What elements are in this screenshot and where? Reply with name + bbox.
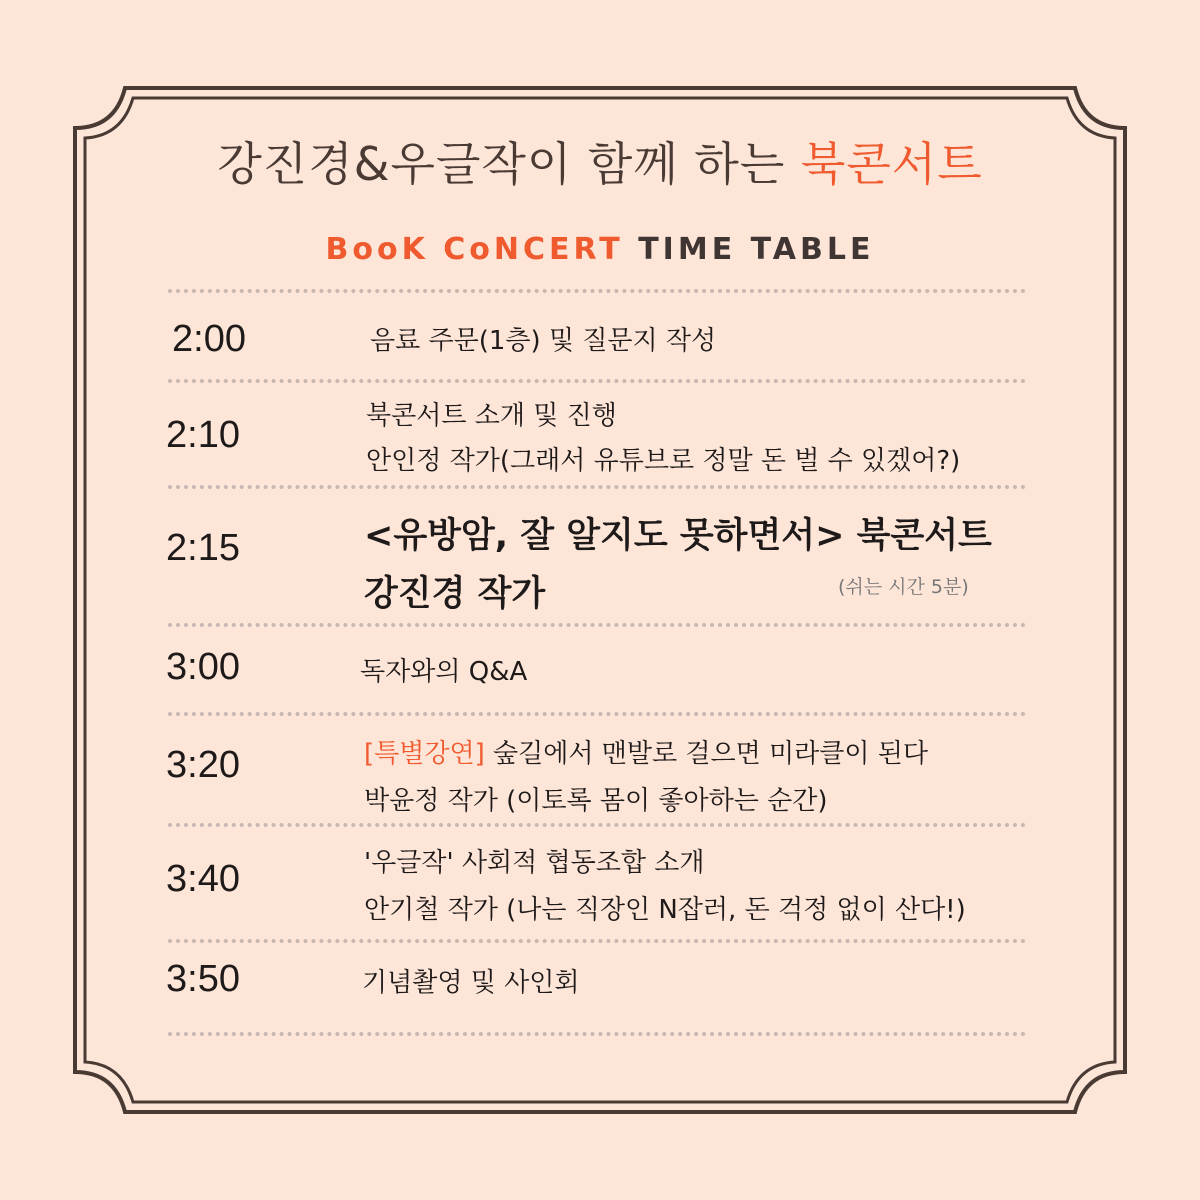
divider xyxy=(168,379,1026,383)
divider xyxy=(168,289,1026,293)
divider xyxy=(168,712,1026,716)
schedule-time: 2:10 xyxy=(166,414,240,456)
schedule-line: <유방암, 잘 알지도 못하면서> 북콘서트 xyxy=(364,516,992,556)
divider xyxy=(168,939,1026,943)
schedule-line: 북콘서트 소개 및 진행 xyxy=(366,401,617,431)
schedule-line: 안인정 작가(그래서 유튜브로 정말 돈 벌 수 있겠어?) xyxy=(366,446,961,476)
subtitle-accent: BooK CoNCERT xyxy=(325,232,624,267)
page-subtitle xyxy=(0,232,1200,267)
title-main: 강진경&우글작이 함께 하는 xyxy=(217,137,801,191)
schedule-line: 강진경 작가 xyxy=(364,574,546,614)
page-title xyxy=(0,128,1200,194)
schedule-time: 2:00 xyxy=(172,318,246,360)
special-lecture-tag: [특별강연] xyxy=(364,739,485,769)
schedule-line: 안기철 작가 (나는 직장인 N잡러, 돈 걱정 없이 산다!) xyxy=(364,895,966,925)
schedule-time: 3:50 xyxy=(166,958,240,1000)
title-accent: 북콘서트 xyxy=(800,137,983,191)
divider xyxy=(168,623,1026,627)
subtitle-rest: TIME TABLE xyxy=(623,232,875,267)
schedule-line: 음료 주문(1층) 및 질문지 작성 xyxy=(370,326,717,356)
schedule-time: 3:20 xyxy=(166,744,240,786)
schedule-time: 3:00 xyxy=(166,646,240,688)
divider xyxy=(168,823,1026,827)
schedule-line: 독자와의 Q&A xyxy=(360,657,528,687)
schedule-time: 2:15 xyxy=(166,527,240,569)
schedule-line: 기념촬영 및 사인회 xyxy=(362,968,580,998)
schedule-line: '우글작' 사회적 협동조합 소개 xyxy=(364,848,705,878)
divider xyxy=(168,485,1026,489)
schedule-line: 박윤정 작가 (이토록 몸이 좋아하는 순간) xyxy=(364,786,828,816)
divider xyxy=(168,1032,1026,1036)
schedule-line xyxy=(364,733,928,770)
schedule-time: 3:40 xyxy=(166,858,240,900)
break-note: (쉬는 시간 5분) xyxy=(838,576,969,598)
schedule-line-text: 숲길에서 맨발로 걸으면 미라클이 된다 xyxy=(484,739,928,769)
